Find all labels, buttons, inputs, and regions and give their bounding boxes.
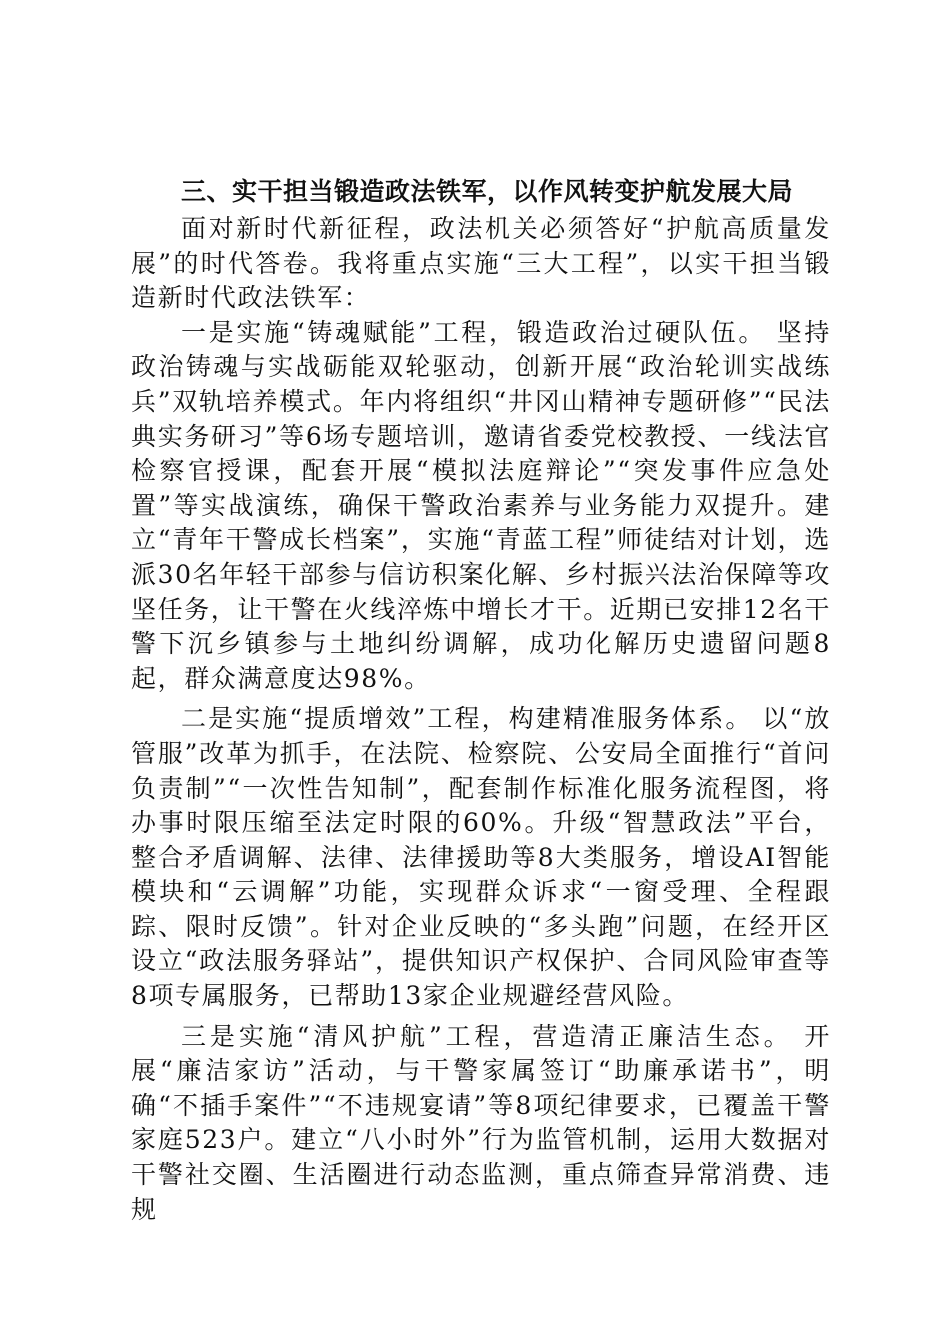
document-body (131, 172, 831, 1227)
paragraph-lead: 三是实施“清风护航”工程，营造清正廉洁生态。 (181, 1021, 793, 1051)
paragraph-text: 以“放管服”改革为抓手，在法院、检察院、公安局全面推行“首问负责制”“一次性告知制”，配套制作标准化服务流程图，将办事时限压缩至法定时限的60%。升级“智慧政法”平台，整合矛盾调解、法律、法律援助等8大类服务，增设AI智能模块和“云调解”功能，实现群众诉求“一窗受理、全程跟踪、限时反馈”。针对企业反映的“多头跑”问题，在经开区设立“政法服务驿站”，提供知识产权保护、合同风险审查等8项专属服务，已帮助13家企业规避经营风险。 (131, 704, 831, 1011)
paragraph-project-1 (131, 316, 831, 697)
section-heading: 三、实干担当锻造政法铁军，以作风转变护航发展大局 (181, 177, 794, 206)
paragraph-lead: 二是实施“提质增效”工程，构建精准服务体系。 (181, 704, 753, 734)
paragraph-text: 面对新时代新征程，政法机关必须答好“护航高质量发展”的时代答卷。我将重点实施“三大工程”，以实干担当锻造新时代政法铁军： (131, 214, 831, 313)
paragraph-text: 坚持政治铸魂与实战砺能双轮驱动，创新开展“政治轮训实战练兵”双轨培养模式。年内将组织“井冈山精神专题研修”“民法典实务研习”等6场专题培训，邀请省委党校教授、一线法官检察官授课，配套开展“模拟法庭辩论”“突发事件应急处置”等实战演练，确保干警政治素养与业务能力双提升。建立“青年干警成长档案”，实施“青蓝工程”师徒结对计划，选派30名年轻干部参与信访积案化解、乡村振兴法治保障等攻坚任务，让干警在火线淬炼中增长才干。近期已安排12名干警下沉乡镇参与土地纠纷调解，成功化解历史遗留问题8起，群众满意度达98%。 (131, 317, 832, 693)
paragraph-project-3 (131, 1020, 831, 1228)
paragraph-lead: 一是实施“铸魂赋能”工程，锻造政治过硬队伍。 (181, 317, 767, 347)
paragraph-intro (131, 212, 831, 316)
paragraph-project-2 (131, 702, 831, 1013)
paragraph-text: 开展“廉洁家访”活动，与干警家属签订“助廉承诺书”，明确“不插手案件”“不违规宴请”等8项纪律要求，已覆盖干警家庭523户。建立“八小时外”行为监管机制，运用大数据对干警社交圈、生活圈进行动态监测，重点筛查异常消费、违规 (131, 1021, 832, 1224)
